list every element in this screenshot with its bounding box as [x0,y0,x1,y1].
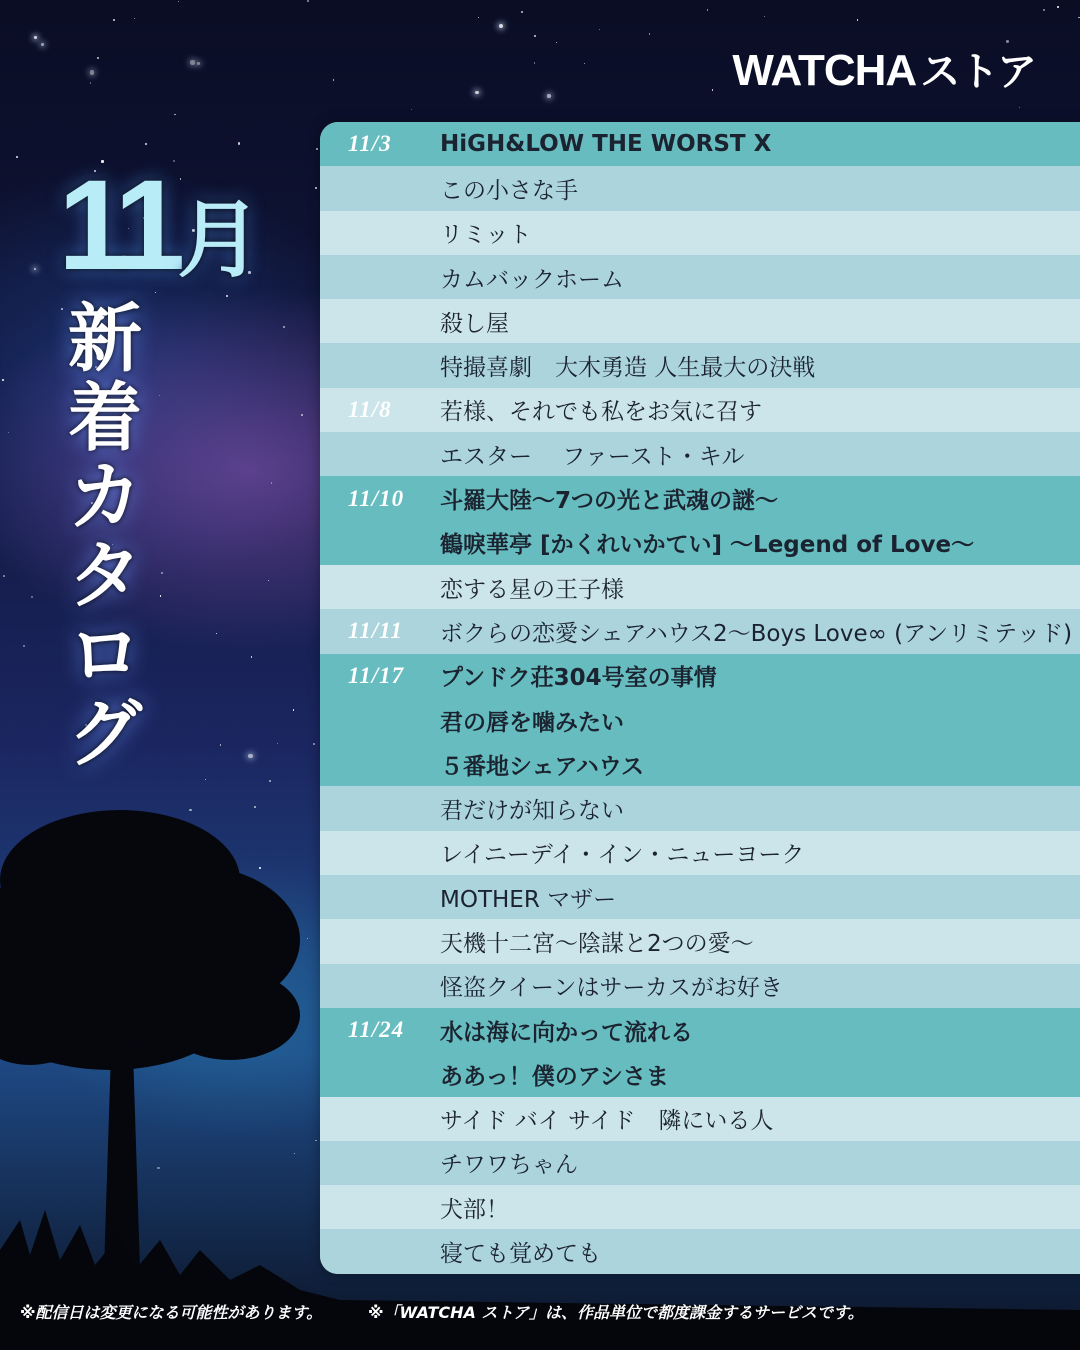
title-name: ボクらの恋愛シェアハウス2～Boys Love∞ (アンリミテッド) [440,620,1073,647]
catalog-row [320,964,1080,1008]
catalog-row [320,831,1080,875]
catalog-row [320,521,1080,565]
title-char: グ [68,691,142,777]
catalog-row [320,388,1080,432]
catalog-row [320,166,1080,210]
catalog-row [320,875,1080,919]
catalog-list [320,122,1080,1274]
title-name: ５番地シェアハウス [440,753,645,780]
title-name: 君の唇を噛みたい [440,709,624,736]
title-name: 若様、それでも私をお気に召す [440,399,762,426]
vertical-title [60,296,150,777]
title-char: ロ [68,612,142,698]
title-name: プンドク荘304号室の事情 [440,665,717,692]
title-name: サイド バイ サイド 隣にいる人 [440,1108,774,1135]
month-unit: 月 [177,191,262,289]
catalog-row [320,1185,1080,1229]
title-name: 特撮喜劇 大木勇造 人生最大の決戦 [440,355,816,382]
catalog-row [320,1229,1080,1273]
title-name: HiGH&LOW THE WORST X [440,131,772,158]
catalog-row [320,1141,1080,1185]
catalog-row [320,742,1080,786]
title-name: 水は海に向かって流れる [440,1019,693,1046]
title-name: この小さな手 [440,177,578,204]
catalog-row [320,476,1080,520]
title-name: MOTHER マザー [440,886,617,913]
catalog-row [320,698,1080,742]
title-name: レイニーデイ・イン・ニューヨーク [440,842,805,869]
catalog-row [320,343,1080,387]
title-name: カムバックホーム [440,266,624,293]
catalog-row [320,1008,1080,1052]
footer-notes [0,1292,1080,1332]
release-date: 11/17 [348,662,405,688]
release-date: 11/10 [348,485,405,511]
month-number: 11 [58,154,178,297]
catalog-row [320,255,1080,299]
title-name: 寝ても覚めても [440,1241,601,1268]
catalog-row [320,919,1080,963]
title-char: 新 [68,296,142,382]
catalog-row [320,609,1080,653]
catalog-row [320,1052,1080,1096]
title-name: 天機十二宮～陰謀と2つの愛～ [440,930,754,957]
title-name: 斗羅大陸～7つの光と武魂の謎～ [440,488,779,515]
release-date: 11/24 [348,1017,405,1043]
catalog-row [320,786,1080,830]
title-name: ああっ！僕のアシさま [440,1063,669,1090]
title-name: リミット [440,222,532,249]
brand-sub: ストア [920,49,1036,95]
catalog-row [320,122,1080,166]
catalog-row [320,1097,1080,1141]
catalog-row [320,211,1080,255]
title-char: タ [68,533,142,619]
catalog-row [320,565,1080,609]
footer-note-service: ※「WATCHA ストア」は、作品単位で都度課金するサービスです。 [368,1303,864,1322]
release-date: 11/3 [348,131,392,157]
title-char: カ [68,454,142,540]
title-name: エスター ファースト・キル [440,443,745,470]
footer-note-schedule: ※配信日は変更になる可能性があります。 [20,1303,323,1322]
month-heading [58,152,261,299]
title-name: 怪盗クイーンはサーカスがお好き [440,975,783,1002]
title-name: 君だけが知らない [440,798,624,825]
catalog-row [320,432,1080,476]
release-date: 11/8 [348,396,392,422]
title-name: 犬部！ [440,1196,509,1223]
title-name: 鶴唳華亭 [かくれいかてい] ～Legend of Love～ [440,532,975,559]
release-date: 11/11 [348,618,403,644]
title-char: 着 [68,375,142,461]
title-name: チワワちゃん [440,1152,578,1179]
title-name: 恋する星の王子様 [440,576,624,603]
brand-main: WATCHA [732,46,917,95]
watcha-store-logo [732,40,1036,97]
catalog-row [320,299,1080,343]
title-name: 殺し屋 [440,310,509,337]
catalog-row [320,654,1080,698]
